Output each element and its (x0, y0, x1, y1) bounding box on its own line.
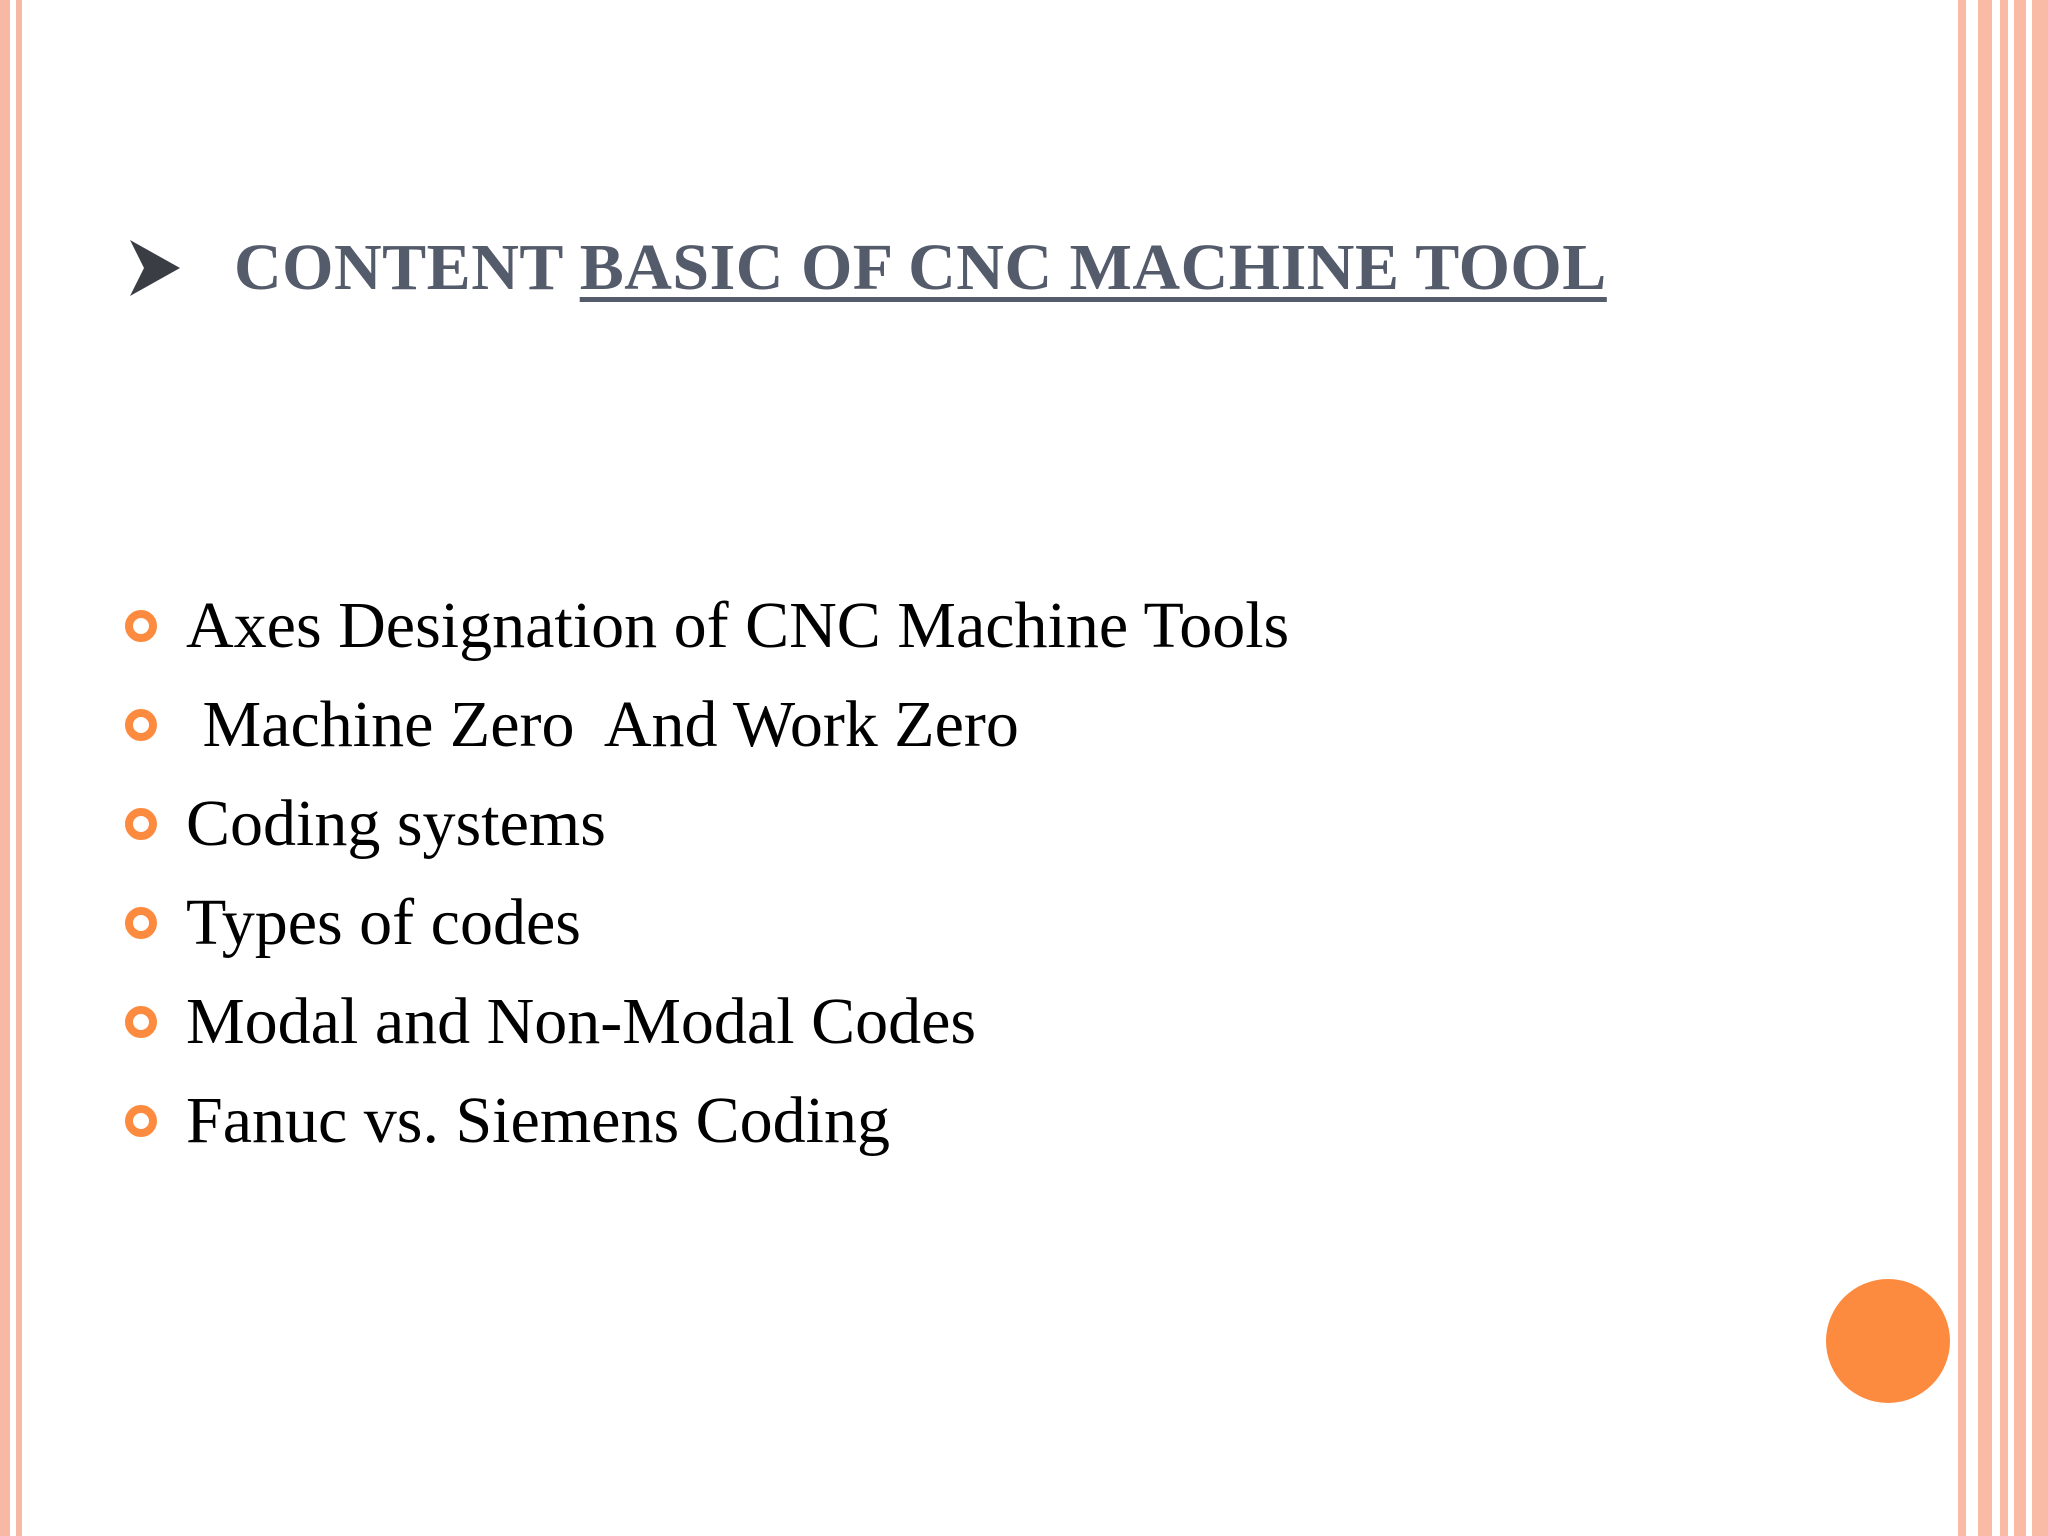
ring-bullet-icon (124, 708, 158, 742)
list-item (124, 1071, 1289, 1170)
title-plain: CONTENT (234, 231, 580, 304)
list-item (124, 576, 1289, 675)
list-item (124, 675, 1289, 774)
title-underlined: BASIC OF CNC MACHINE TOOL (579, 231, 1607, 304)
arrowhead-icon (128, 238, 182, 298)
bullet-text: Coding systems (186, 786, 606, 860)
bullet-text: Machine Zero And Work Zero (186, 687, 1019, 761)
right-border-stripe (1978, 0, 1992, 1536)
bullet-text: Types of codes (186, 885, 581, 959)
list-item (124, 972, 1289, 1071)
right-border-stripe (2000, 0, 2008, 1536)
bullet-text: Axes Designation of CNC Machine Tools (186, 588, 1290, 662)
ring-bullet-icon (124, 1005, 158, 1039)
left-border-line (0, 0, 10, 1536)
bullet-text: Modal and Non-Modal Codes (186, 984, 977, 1058)
ring-bullet-icon (124, 1104, 158, 1138)
right-border-stripe (1958, 0, 1966, 1536)
right-border-stripe (2032, 0, 2048, 1536)
ring-bullet-icon (124, 906, 158, 940)
slide-title (128, 228, 1607, 308)
title-text (234, 230, 1607, 306)
ring-bullet-icon (124, 807, 158, 841)
right-border-stripe (2014, 0, 2026, 1536)
bullet-list (124, 576, 1289, 1170)
bullet-text: Fanuc vs. Siemens Coding (186, 1083, 890, 1157)
left-border-line-inner (16, 0, 22, 1536)
list-item (124, 873, 1289, 972)
decorative-orange-circle (1826, 1279, 1950, 1403)
list-item (124, 774, 1289, 873)
ring-bullet-icon (124, 609, 158, 643)
